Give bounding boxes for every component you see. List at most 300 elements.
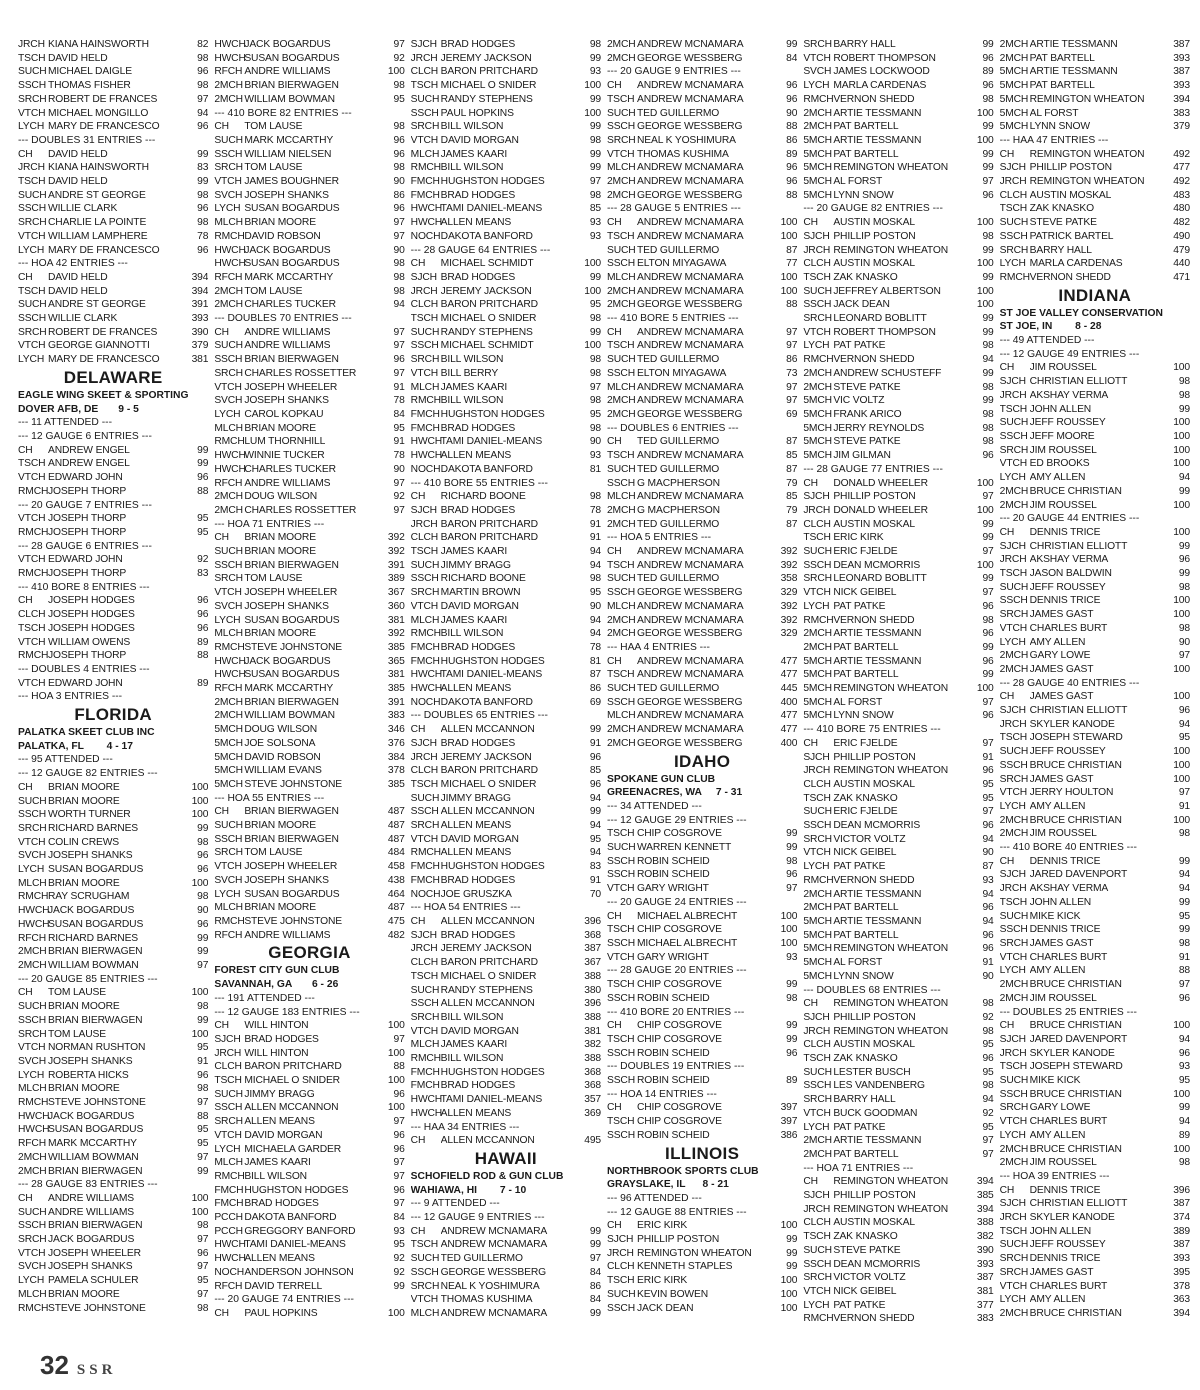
score: 87 bbox=[786, 518, 798, 530]
score: 391 bbox=[387, 696, 405, 708]
shooter-name: MIKE KICK bbox=[1029, 910, 1081, 922]
score: 73 bbox=[786, 367, 798, 379]
shooter-name: JOSEPH SHANKS bbox=[244, 395, 329, 407]
score: 99 bbox=[982, 39, 994, 50]
shooter-name: G MACPHERSON bbox=[636, 477, 720, 489]
shooter-name: ARTIE TESSMANN bbox=[1029, 66, 1118, 78]
score: 99 bbox=[982, 121, 994, 133]
result-row bbox=[803, 901, 993, 915]
score: 100 bbox=[584, 285, 601, 297]
shooter-name: TED GUILLERMO bbox=[636, 354, 720, 366]
shooter-name: REMINGTON WHEATON bbox=[833, 765, 949, 777]
score: 85 bbox=[589, 203, 601, 215]
class-code: RMCH bbox=[214, 230, 245, 242]
result-row bbox=[1000, 1156, 1190, 1170]
score: 385 bbox=[976, 1190, 994, 1202]
score: 84 bbox=[589, 1294, 601, 1306]
event-header: --- 96 ATTENDED --- bbox=[606, 1192, 702, 1204]
class-code: SRCH bbox=[214, 573, 243, 585]
class-code: 5MCH bbox=[803, 957, 832, 969]
class-code: VTCH bbox=[410, 1294, 439, 1306]
class-code: SSCH bbox=[606, 992, 635, 1004]
result-row bbox=[803, 477, 993, 491]
class-code: HWCH bbox=[214, 669, 246, 681]
score: 98 bbox=[589, 189, 601, 201]
result-row bbox=[607, 504, 797, 518]
result-row bbox=[1000, 731, 1190, 745]
result-row bbox=[1000, 1101, 1190, 1115]
score: 84 bbox=[786, 52, 798, 64]
class-code: SJCH bbox=[999, 705, 1026, 717]
score: 100 bbox=[976, 107, 994, 119]
event-header: --- 28 GAUGE 40 ENTRIES --- bbox=[999, 677, 1140, 689]
score: 99 bbox=[197, 176, 209, 188]
class-code: 5MCH bbox=[803, 696, 832, 708]
result-row bbox=[411, 93, 601, 107]
result-row bbox=[803, 586, 993, 600]
shooter-name: GEORGE WESSBERG bbox=[636, 408, 743, 420]
shooter-name: MARK MCCARTHY bbox=[244, 271, 334, 283]
shooter-name: ANDRE ST GEORGE bbox=[48, 189, 146, 201]
class-code: TSCH bbox=[410, 313, 439, 325]
shooter-name: ERIC FJELDE bbox=[833, 806, 898, 818]
result-row bbox=[1000, 1019, 1190, 1033]
result-row bbox=[607, 189, 797, 203]
class-code: RMCH bbox=[18, 891, 49, 903]
score: 78 bbox=[197, 230, 209, 242]
class-code: RMCH bbox=[803, 93, 834, 105]
class-code: 2MCH bbox=[606, 504, 636, 516]
score: 96 bbox=[197, 472, 209, 484]
score: 445 bbox=[780, 683, 798, 695]
shooter-name: TAMI DANIEL-MEANS bbox=[440, 436, 543, 448]
class-code: CH bbox=[18, 271, 33, 283]
score: 363 bbox=[1173, 1294, 1190, 1306]
shooter-name: WILL HINTON bbox=[244, 1020, 309, 1032]
shooter-name: TED GUILLERMO bbox=[636, 107, 720, 119]
result-row bbox=[214, 737, 404, 751]
score: 97 bbox=[1178, 787, 1190, 799]
result-row bbox=[803, 230, 993, 244]
result-row bbox=[18, 1288, 208, 1302]
score: 100 bbox=[191, 781, 209, 793]
class-code: SVCH bbox=[214, 189, 243, 201]
result-row bbox=[18, 1055, 208, 1069]
shooter-name: PAT BARTELL bbox=[1029, 80, 1095, 92]
result-row bbox=[1000, 636, 1190, 650]
result-row bbox=[1000, 403, 1190, 417]
class-code: HWCH bbox=[214, 655, 246, 667]
class-code: 5MCH bbox=[803, 450, 832, 462]
result-row bbox=[1000, 1143, 1190, 1157]
result-row bbox=[803, 107, 993, 121]
shooter-name: MICHAEL ALBRECHT bbox=[636, 910, 738, 922]
score: 390 bbox=[976, 1244, 994, 1256]
score: 94 bbox=[1178, 1033, 1190, 1045]
class-code: CLCH bbox=[410, 765, 439, 777]
class-code: SUCH bbox=[214, 1088, 243, 1100]
score: 329 bbox=[780, 587, 798, 599]
score: 477 bbox=[780, 710, 798, 722]
class-code: JRCH bbox=[803, 765, 831, 777]
score: 487 bbox=[387, 820, 405, 832]
result-row bbox=[607, 38, 797, 52]
class-code: TSCH bbox=[606, 1033, 635, 1045]
class-code: JRCH bbox=[999, 554, 1027, 566]
class-code: VTCH bbox=[803, 1107, 831, 1119]
shooter-name: FRANK ARICO bbox=[833, 408, 902, 420]
result-row bbox=[607, 381, 797, 395]
result-row bbox=[607, 586, 797, 600]
result-row bbox=[1000, 471, 1190, 485]
class-code: CH bbox=[214, 806, 229, 818]
score: 95 bbox=[197, 1275, 209, 1287]
result-row bbox=[803, 860, 993, 874]
shooter-name: ZAK KNASKO bbox=[833, 1231, 898, 1243]
event-header: --- DOUBLES 31 ENTRIES --- bbox=[18, 134, 156, 146]
shooter-name: CHIP COSGROVE bbox=[636, 924, 722, 936]
result-row bbox=[803, 1175, 993, 1189]
result-row bbox=[411, 655, 601, 669]
result-row bbox=[411, 888, 601, 902]
score: 97 bbox=[393, 1198, 405, 1210]
event-header: --- 12 GAUGE 49 ENTRIES --- bbox=[999, 348, 1140, 360]
result-row bbox=[411, 764, 601, 778]
class-code: MLCH bbox=[410, 381, 440, 393]
result-row bbox=[1000, 1115, 1190, 1129]
class-code: CH bbox=[606, 1020, 622, 1032]
class-code: 2MCH bbox=[214, 491, 243, 503]
state-heading: ILLINOIS bbox=[665, 1143, 740, 1163]
score: 83 bbox=[589, 861, 601, 873]
shooter-name: JAMES KAARI bbox=[440, 148, 508, 160]
result-row bbox=[1000, 271, 1190, 285]
result-row bbox=[18, 781, 208, 795]
score: 88 bbox=[1178, 965, 1190, 977]
result-row bbox=[803, 312, 993, 326]
class-code: TSCH bbox=[606, 450, 635, 462]
class-code: 2MCH bbox=[803, 641, 832, 653]
class-code: JRCH bbox=[410, 943, 438, 955]
class-code: SJCH bbox=[999, 869, 1026, 881]
class-code: 5MCH bbox=[803, 162, 832, 174]
result-row bbox=[1000, 1197, 1190, 1211]
shooter-name: ARTIE TESSMANN bbox=[833, 1135, 922, 1147]
result-row bbox=[803, 1079, 993, 1093]
score: 385 bbox=[387, 641, 405, 653]
shooter-name: BARON PRITCHARD bbox=[440, 957, 538, 969]
result-row bbox=[18, 65, 208, 79]
score: 100 bbox=[1173, 430, 1190, 442]
score: 89 bbox=[786, 1075, 798, 1087]
class-code: 2MCH bbox=[999, 485, 1029, 497]
result-row bbox=[214, 285, 404, 299]
shooter-name: ANDREW MCNAMARA bbox=[636, 326, 744, 338]
result-row bbox=[214, 189, 404, 203]
result-row bbox=[214, 641, 404, 655]
shooter-name: ANDREW MCNAMARA bbox=[636, 724, 744, 736]
result-row bbox=[18, 353, 208, 367]
class-code: CH bbox=[999, 691, 1015, 703]
shooter-name: ROBIN SCHEID bbox=[636, 1075, 710, 1087]
result-row bbox=[214, 1101, 404, 1115]
score: 95 bbox=[982, 778, 994, 790]
shooter-name: TOM LAUSE bbox=[48, 1028, 106, 1040]
score: 98 bbox=[393, 121, 405, 133]
shooter-name: BRIAN MOORE bbox=[48, 1288, 120, 1300]
score: 95 bbox=[589, 299, 601, 311]
result-row bbox=[1000, 93, 1190, 107]
class-code: VTCH bbox=[606, 951, 635, 963]
shooter-name: ERIC KIRK bbox=[636, 1220, 688, 1232]
class-code: SUCH bbox=[606, 842, 636, 854]
result-row bbox=[214, 572, 404, 586]
shooter-name: JEFFREY ALBERTSON bbox=[833, 285, 941, 297]
score: 383 bbox=[387, 710, 405, 722]
shooter-name: PHILLIP POSTON bbox=[833, 230, 916, 242]
result-row bbox=[607, 1233, 797, 1247]
class-code: 2MCH bbox=[803, 888, 832, 900]
class-code: FMCH bbox=[410, 189, 440, 201]
shooter-name: BRIAN MOORE bbox=[48, 795, 120, 807]
result-row bbox=[214, 1088, 404, 1102]
shooter-name: JOSEPH SHANKS bbox=[48, 850, 133, 862]
result-row bbox=[18, 326, 208, 340]
class-code: SRCH bbox=[999, 938, 1029, 949]
score: 438 bbox=[387, 874, 405, 886]
shooter-name: JAMES KAARI bbox=[440, 381, 508, 393]
shooter-name: REMINGTON WHEATON bbox=[833, 244, 949, 256]
event-header: --- HAA 4 ENTRIES --- bbox=[606, 641, 710, 653]
score: 377 bbox=[976, 1299, 994, 1311]
shooter-name: DEAN MCMORRIS bbox=[833, 559, 921, 571]
class-code: HWCH bbox=[410, 217, 443, 229]
class-code: JRCH bbox=[410, 52, 438, 64]
class-code: SSCH bbox=[606, 855, 635, 867]
class-code: 5MCH bbox=[803, 970, 832, 982]
class-code: RMCH bbox=[803, 354, 834, 366]
shooter-name: MICHAEL DAIGLE bbox=[48, 66, 132, 78]
shooter-name: SKYLER KANODE bbox=[1029, 1212, 1115, 1224]
event-header: --- DOUBLES 65 ENTRIES --- bbox=[410, 710, 548, 722]
result-row bbox=[214, 38, 404, 52]
result-row bbox=[18, 1151, 208, 1165]
shooter-name: BRIAN BIERWAGEN bbox=[244, 354, 339, 366]
shooter-name: JERRY REYNOLDS bbox=[833, 422, 925, 434]
shooter-name: MARLA CARDENAS bbox=[833, 80, 927, 92]
result-row bbox=[411, 257, 601, 271]
score: 81 bbox=[589, 463, 601, 475]
score: 346 bbox=[387, 724, 405, 736]
shooter-name: PAT BARTELL bbox=[833, 902, 899, 914]
score: 396 bbox=[1173, 1184, 1190, 1196]
score: 392 bbox=[780, 600, 798, 612]
score: 387 bbox=[1173, 1198, 1190, 1210]
score: 100 bbox=[1173, 526, 1190, 538]
class-code: MLCH bbox=[18, 1288, 47, 1300]
result-row bbox=[411, 641, 601, 655]
score: 95 bbox=[1178, 732, 1190, 744]
score: 97 bbox=[589, 381, 601, 393]
result-row bbox=[214, 860, 404, 874]
result-row bbox=[214, 449, 404, 463]
result-row bbox=[214, 1115, 404, 1129]
class-code: 5MCH bbox=[999, 80, 1029, 92]
score: 93 bbox=[982, 874, 994, 886]
score: 91 bbox=[982, 751, 994, 763]
result-row bbox=[411, 668, 601, 682]
result-row bbox=[607, 257, 797, 271]
result-row bbox=[607, 1047, 797, 1061]
club-location: SAVANNAH, GA 6 - 26 bbox=[214, 979, 339, 991]
shooter-name: ROBERTA HICKS bbox=[48, 1069, 129, 1081]
shooter-name: JOSEPH SHANKS bbox=[244, 600, 329, 612]
score: 392 bbox=[780, 614, 798, 626]
result-row bbox=[803, 778, 993, 792]
score: 394 bbox=[976, 1203, 994, 1215]
shooter-name: ANDREW MCNAMARA bbox=[636, 614, 744, 626]
class-code: HWCH bbox=[410, 1094, 443, 1106]
club-name: ST JOE VALLEY CONSERVATION bbox=[999, 307, 1163, 319]
class-code: CLCH bbox=[410, 532, 439, 544]
result-row bbox=[214, 353, 404, 367]
shooter-name: SUSAN BOGARDUS bbox=[244, 52, 340, 64]
result-row bbox=[18, 863, 208, 877]
event-header: --- 12 GAUGE 183 ENTRIES --- bbox=[214, 1006, 360, 1018]
score: 89 bbox=[786, 148, 798, 160]
result-row bbox=[1000, 444, 1190, 458]
class-code: 2MCH bbox=[999, 1157, 1029, 1169]
score: 99 bbox=[197, 1165, 209, 1177]
class-code: SSCH bbox=[606, 477, 635, 489]
score: 100 bbox=[1173, 595, 1190, 607]
score: 94 bbox=[589, 628, 601, 640]
result-row bbox=[411, 586, 601, 600]
class-code: SSCH bbox=[999, 230, 1028, 242]
result-row bbox=[803, 614, 993, 628]
class-code: 5MCH bbox=[214, 751, 243, 763]
shooter-name: AUSTIN MOSKAL bbox=[833, 518, 915, 530]
result-row bbox=[607, 696, 797, 710]
result-row bbox=[1000, 937, 1190, 951]
score: 383 bbox=[1173, 107, 1190, 119]
result-row bbox=[607, 1274, 797, 1288]
class-code: SSCH bbox=[606, 258, 635, 270]
class-code: CH bbox=[214, 121, 229, 133]
result-row bbox=[214, 559, 404, 573]
score: 91 bbox=[197, 1055, 209, 1067]
class-code: LYCH bbox=[18, 1069, 45, 1081]
score: 99 bbox=[1178, 896, 1190, 908]
event-header: --- 11 ATTENDED --- bbox=[18, 417, 113, 429]
result-row bbox=[411, 202, 601, 216]
result-row bbox=[214, 408, 404, 422]
result-row bbox=[411, 367, 601, 381]
class-code: 5MCH bbox=[803, 916, 832, 927]
class-code: TSCH bbox=[606, 559, 635, 571]
event-header: --- DOUBLES 68 ENTRIES --- bbox=[803, 984, 941, 996]
shooter-name: BRAD HODGES bbox=[440, 1080, 516, 1092]
score: 387 bbox=[1173, 66, 1190, 78]
class-code: TSCH bbox=[999, 896, 1028, 908]
class-code: TSCH bbox=[999, 203, 1028, 215]
class-code: HWCH bbox=[214, 258, 246, 270]
score: 97 bbox=[197, 1151, 209, 1163]
result-row bbox=[214, 1238, 404, 1252]
result-row bbox=[803, 148, 993, 162]
shooter-name: JACK BOGARDUS bbox=[244, 655, 331, 667]
score: 96 bbox=[197, 850, 209, 862]
result-row bbox=[18, 1302, 208, 1316]
shooter-name: AUSTIN MOSKAL bbox=[833, 217, 915, 229]
result-row bbox=[607, 449, 797, 463]
class-code: CH bbox=[803, 998, 818, 1010]
class-code: RFCH bbox=[214, 66, 243, 78]
score: 385 bbox=[387, 683, 405, 695]
class-code: HWCH bbox=[214, 1253, 246, 1265]
shooter-name: DAVID MORGAN bbox=[440, 833, 519, 845]
class-code: CH bbox=[606, 655, 622, 667]
class-code: JRCH bbox=[803, 1025, 831, 1037]
shooter-name: JEREMY JACKSON bbox=[440, 943, 532, 955]
shooter-name: BARON PRITCHARD bbox=[244, 1061, 342, 1073]
class-code: SUCH bbox=[606, 1288, 636, 1300]
score: 81 bbox=[589, 655, 601, 667]
result-row bbox=[411, 1038, 601, 1052]
class-code: LYCH bbox=[214, 408, 241, 420]
score: 86 bbox=[786, 134, 798, 146]
shooter-name: PHILLIP POSTON bbox=[833, 751, 916, 763]
score: 388 bbox=[584, 1053, 601, 1065]
score: 91 bbox=[393, 436, 405, 448]
club-location: DOVER AFB, DE 9 - 5 bbox=[18, 403, 139, 415]
score: 381 bbox=[976, 1285, 994, 1297]
class-code: JRCH bbox=[410, 751, 438, 763]
result-row bbox=[607, 490, 797, 504]
shooter-name: AMY ALLEN bbox=[1029, 472, 1086, 484]
score: 98 bbox=[393, 258, 405, 270]
class-code: CLCH bbox=[803, 1217, 831, 1229]
shooter-name: ALLEN MEANS bbox=[440, 1107, 512, 1119]
result-row bbox=[18, 553, 208, 567]
shooter-name: DAVID MORGAN bbox=[244, 1129, 323, 1141]
result-row bbox=[803, 709, 993, 723]
shooter-name: DAVID HELD bbox=[48, 176, 108, 188]
class-code: FMCH bbox=[410, 1066, 440, 1078]
score: 87 bbox=[786, 463, 798, 475]
result-row bbox=[1000, 216, 1190, 230]
shooter-name: GREGGORY BANFORD bbox=[244, 1225, 356, 1237]
result-row bbox=[607, 148, 797, 162]
shooter-name: CHARLES TUCKER bbox=[244, 299, 336, 311]
shooter-name: JAMES GAST bbox=[1029, 773, 1094, 785]
result-row bbox=[18, 932, 208, 946]
score: 329 bbox=[780, 628, 798, 640]
score: 91 bbox=[982, 957, 994, 969]
score: 97 bbox=[393, 477, 405, 489]
result-row bbox=[803, 641, 993, 655]
score: 98 bbox=[197, 80, 209, 92]
event-header: --- HOA 55 ENTRIES --- bbox=[214, 792, 325, 804]
result-row bbox=[411, 79, 601, 93]
score: 96 bbox=[393, 354, 405, 366]
shooter-name: ANDRE WILLIAMS bbox=[244, 326, 331, 338]
class-code: HWCH bbox=[18, 1110, 50, 1122]
score: 98 bbox=[393, 285, 405, 297]
class-code: 5MCH bbox=[999, 93, 1029, 105]
club-location: GREENACRES, WA 7 - 31 bbox=[606, 787, 743, 799]
shooter-name: BRIAN MOORE bbox=[48, 781, 120, 793]
